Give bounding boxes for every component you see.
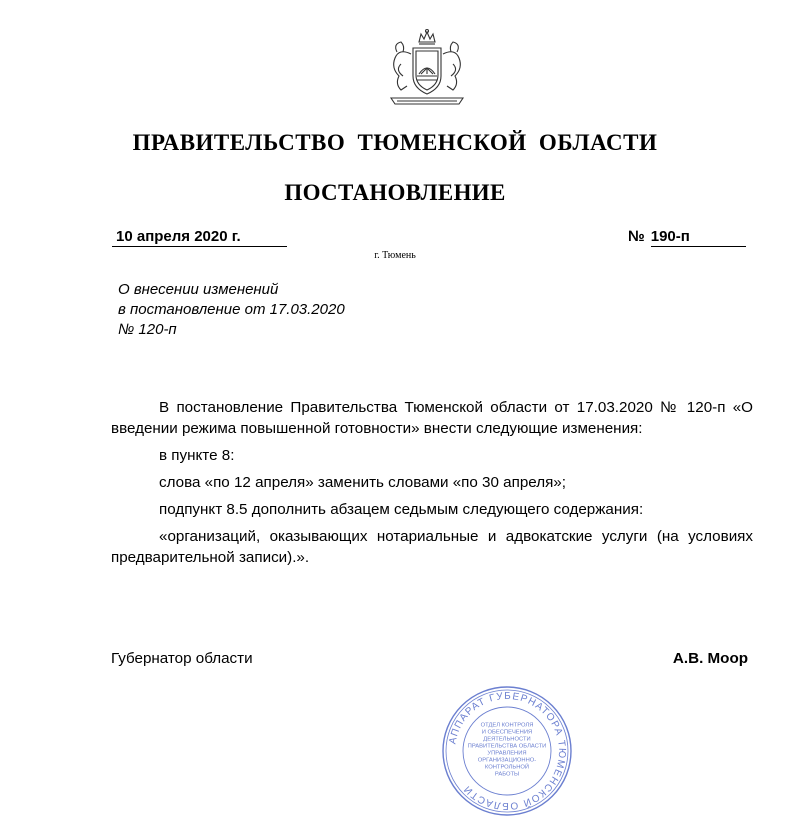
- document-body: [111, 397, 753, 568]
- body-paragraph: в пункте 8:: [159, 447, 235, 464]
- subject-line: в постановление от 17.03.2020: [118, 301, 345, 318]
- document-date: 10 апреля 2020 г.: [112, 228, 287, 247]
- stamp-inner-line: ПРАВИТЕЛЬСТВА ОБЛАСТИ: [467, 743, 547, 750]
- number-sign: №: [628, 228, 645, 245]
- stamp-inner-line: УПРАВЛЕНИЯ: [487, 750, 527, 757]
- stamp-inner-line: РАБОТЫ: [494, 771, 520, 778]
- document-type: ПОСТАНОВЛЕНИЕ: [284, 180, 506, 205]
- subject-line: О внесении изменений: [118, 281, 279, 298]
- city-label: г. Тюмень: [374, 250, 416, 261]
- subject-line: № 120-п: [118, 321, 177, 338]
- body-paragraph: слова «по 12 апреля» заменить словами «по 30 апреля»;: [159, 474, 566, 491]
- stamp-outer-text: АППАРАТ ГУБЕРНАТОРА ТЮМЕНСКОЙ ОБЛАСТИ: [447, 690, 568, 812]
- org-title: ПРАВИТЕЛЬСТВО ТЮМЕНСКОЙ ОБЛАСТИ: [132, 130, 658, 155]
- signatory-name: А.В. Моор: [672, 650, 748, 667]
- stamp-inner-line: КОНТРОЛЬНОЙ: [484, 764, 530, 771]
- number-value: 190-п: [651, 228, 746, 247]
- signatory-position: Губернатор области: [111, 650, 253, 667]
- document-subject: [118, 280, 345, 340]
- stamp-inner-line: ОТДЕЛ КОНТРОЛЯ: [480, 722, 534, 729]
- body-paragraph: В постановление Правительства Тюменской области от 17.03.2020 № 120-п «О введении режима повышенной готовности» внести следующие изменения:: [111, 399, 753, 437]
- body-paragraph: «организаций, оказывающих нотариальные и адвокатские услуги (на условиях предварительной записи).».: [111, 528, 753, 566]
- document-number: [628, 228, 746, 247]
- coat-of-arms-icon: [377, 28, 477, 112]
- stamp-inner-line: И ОБЕСПЕЧЕНИЯ: [481, 729, 533, 736]
- stamp-inner-line: ОРГАНИЗАЦИОННО-: [477, 757, 537, 764]
- body-paragraph: подпункт 8.5 дополнить абзацем седьмым следующего содержания:: [159, 501, 644, 518]
- official-stamp: [441, 685, 573, 817]
- stamp-inner-line: ДЕЯТЕЛЬНОСТИ: [483, 736, 531, 743]
